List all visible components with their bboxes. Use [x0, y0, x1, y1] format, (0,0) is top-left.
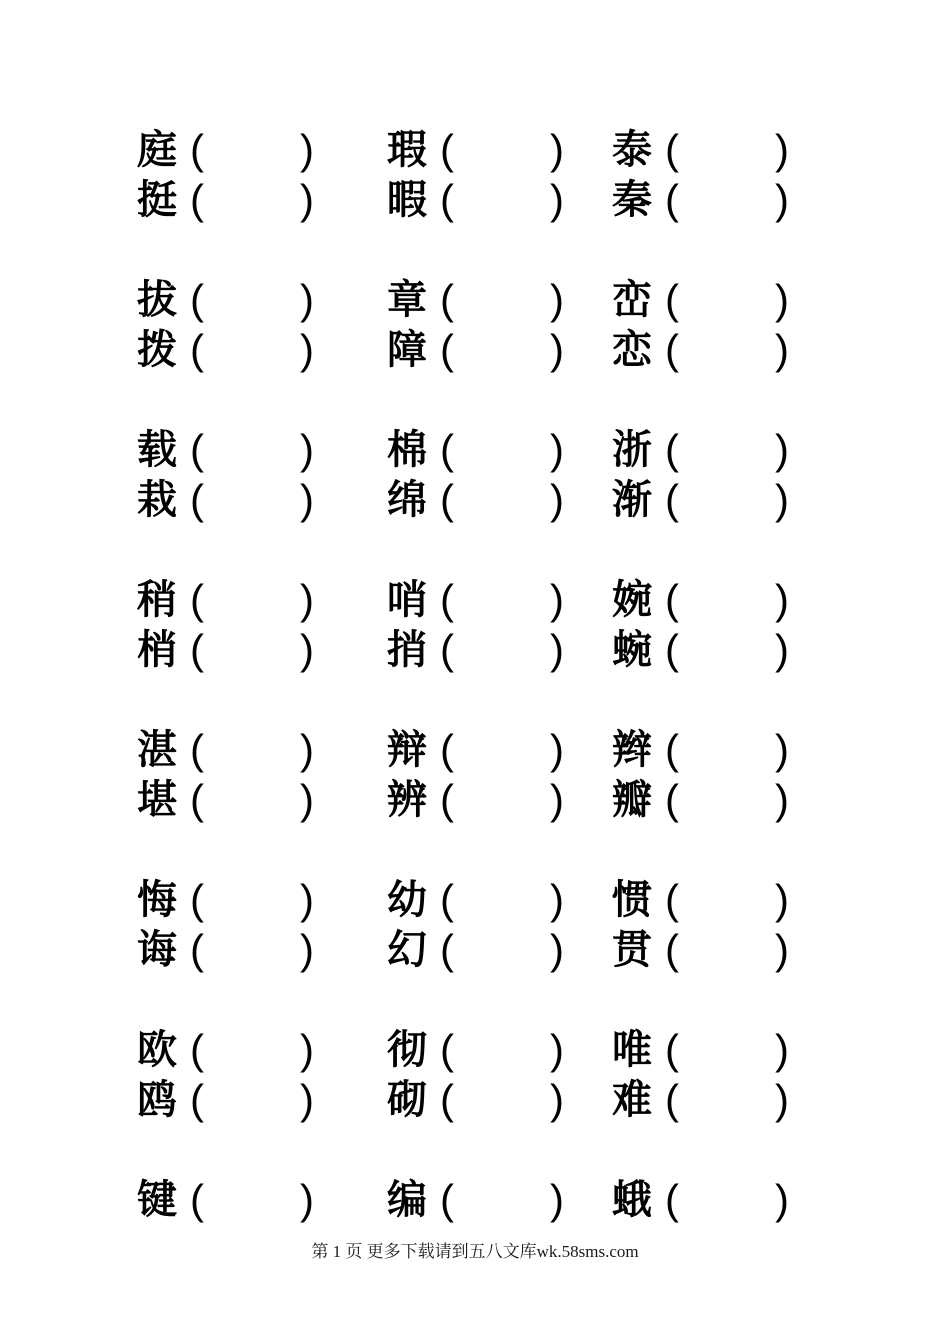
character-cell — [387, 425, 612, 475]
close-paren: ) — [550, 276, 564, 323]
close-paren: ) — [300, 576, 314, 623]
open-paren: ( — [665, 926, 679, 973]
answer-blank — [454, 930, 550, 970]
character-group — [137, 425, 789, 525]
character-group — [137, 725, 789, 825]
character-cell — [387, 925, 612, 975]
close-paren: ) — [550, 326, 564, 373]
close-paren: ) — [550, 1026, 564, 1073]
character-cell — [387, 325, 612, 375]
prompt-character: 绵 — [387, 478, 427, 522]
answer-blank — [204, 280, 300, 320]
open-paren: ( — [440, 326, 454, 373]
answer-blank — [679, 480, 775, 520]
close-paren: ) — [300, 326, 314, 373]
close-paren: ) — [775, 926, 789, 973]
close-paren: ) — [775, 876, 789, 923]
close-paren: ) — [775, 476, 789, 523]
answer-blank — [679, 630, 775, 670]
close-paren: ) — [550, 876, 564, 923]
character-group — [137, 875, 789, 975]
prompt-character: 砌 — [387, 1078, 427, 1122]
character-cell — [137, 1025, 387, 1075]
prompt-character: 幻 — [387, 928, 427, 972]
prompt-character: 编 — [387, 1178, 427, 1222]
prompt-character: 欧 — [137, 1028, 177, 1072]
open-paren: ( — [665, 276, 679, 323]
answer-blank — [454, 730, 550, 770]
close-paren: ) — [550, 426, 564, 473]
character-cell — [387, 575, 612, 625]
character-cell — [137, 175, 387, 225]
answer-blank — [204, 180, 300, 220]
answer-blank — [204, 930, 300, 970]
character-cell — [612, 625, 789, 675]
character-cell — [137, 725, 387, 775]
open-paren: ( — [440, 1026, 454, 1073]
close-paren: ) — [775, 1076, 789, 1123]
prompt-character: 庭 — [137, 128, 177, 172]
character-cell — [137, 1175, 387, 1225]
worksheet-row — [137, 1175, 789, 1225]
close-paren: ) — [550, 476, 564, 523]
open-paren: ( — [665, 626, 679, 673]
close-paren: ) — [775, 626, 789, 673]
answer-blank — [204, 780, 300, 820]
prompt-character: 堪 — [137, 778, 177, 822]
answer-blank — [679, 1030, 775, 1070]
answer-blank — [679, 130, 775, 170]
prompt-character: 诲 — [137, 928, 177, 972]
prompt-character: 悔 — [137, 878, 177, 922]
open-paren: ( — [190, 476, 204, 523]
prompt-character: 浙 — [612, 428, 652, 472]
character-cell — [137, 425, 387, 475]
worksheet-row — [137, 575, 789, 625]
prompt-character: 棉 — [387, 428, 427, 472]
worksheet-row — [137, 325, 789, 375]
close-paren: ) — [775, 726, 789, 773]
close-paren: ) — [300, 276, 314, 323]
prompt-character: 彻 — [387, 1028, 427, 1072]
prompt-character: 哨 — [387, 578, 427, 622]
close-paren: ) — [775, 576, 789, 623]
prompt-character: 挺 — [137, 178, 177, 222]
answer-blank — [204, 1180, 300, 1220]
character-groups — [137, 125, 789, 1225]
character-cell — [387, 1075, 612, 1125]
character-cell — [387, 875, 612, 925]
prompt-character: 幼 — [387, 878, 427, 922]
answer-blank — [679, 1080, 775, 1120]
open-paren: ( — [190, 926, 204, 973]
answer-blank — [454, 180, 550, 220]
answer-blank — [679, 280, 775, 320]
worksheet-row — [137, 775, 789, 825]
answer-blank — [204, 730, 300, 770]
prompt-character: 拔 — [137, 278, 177, 322]
close-paren: ) — [775, 1026, 789, 1073]
close-paren: ) — [550, 776, 564, 823]
character-cell — [612, 275, 789, 325]
character-cell — [612, 725, 789, 775]
worksheet-row — [137, 125, 789, 175]
close-paren: ) — [550, 626, 564, 673]
character-cell — [612, 575, 789, 625]
prompt-character: 惯 — [612, 878, 652, 922]
open-paren: ( — [440, 626, 454, 673]
footer-text: 第 1 页 更多下载请到五八文库wk.58sms.com — [311, 1242, 639, 1261]
prompt-character: 鸥 — [137, 1078, 177, 1122]
answer-blank — [454, 780, 550, 820]
open-paren: ( — [190, 576, 204, 623]
worksheet-row — [137, 875, 789, 925]
close-paren: ) — [775, 776, 789, 823]
answer-blank — [454, 280, 550, 320]
close-paren: ) — [550, 726, 564, 773]
open-paren: ( — [665, 326, 679, 373]
character-group — [137, 125, 789, 225]
open-paren: ( — [665, 776, 679, 823]
open-paren: ( — [665, 876, 679, 923]
character-group — [137, 575, 789, 675]
prompt-character: 暇 — [387, 178, 427, 222]
character-cell — [612, 125, 789, 175]
prompt-character: 秦 — [612, 178, 652, 222]
open-paren: ( — [440, 1176, 454, 1223]
prompt-character: 泰 — [612, 128, 652, 172]
character-cell — [612, 175, 789, 225]
character-cell — [612, 1175, 789, 1225]
open-paren: ( — [440, 926, 454, 973]
prompt-character: 渐 — [612, 478, 652, 522]
answer-blank — [204, 330, 300, 370]
close-paren: ) — [300, 126, 314, 173]
answer-blank — [204, 130, 300, 170]
worksheet-row — [137, 1025, 789, 1075]
close-paren: ) — [300, 1176, 314, 1223]
prompt-character: 恋 — [612, 328, 652, 372]
answer-blank — [204, 580, 300, 620]
close-paren: ) — [300, 476, 314, 523]
prompt-character: 梢 — [137, 628, 177, 672]
answer-blank — [679, 780, 775, 820]
character-cell — [387, 125, 612, 175]
open-paren: ( — [190, 326, 204, 373]
close-paren: ) — [775, 126, 789, 173]
prompt-character: 稍 — [137, 578, 177, 622]
close-paren: ) — [300, 926, 314, 973]
prompt-character: 瓣 — [612, 778, 652, 822]
open-paren: ( — [665, 1026, 679, 1073]
answer-blank — [454, 580, 550, 620]
close-paren: ) — [300, 1076, 314, 1123]
character-cell — [137, 1075, 387, 1125]
character-cell — [612, 1075, 789, 1125]
answer-blank — [204, 880, 300, 920]
open-paren: ( — [190, 126, 204, 173]
prompt-character: 蜿 — [612, 628, 652, 672]
answer-blank — [454, 130, 550, 170]
character-cell — [387, 1175, 612, 1225]
prompt-character: 贯 — [612, 928, 652, 972]
answer-blank — [204, 430, 300, 470]
prompt-character: 婉 — [612, 578, 652, 622]
prompt-character: 瑕 — [387, 128, 427, 172]
answer-blank — [454, 1030, 550, 1070]
character-cell — [137, 125, 387, 175]
answer-blank — [454, 430, 550, 470]
prompt-character: 辩 — [387, 728, 427, 772]
close-paren: ) — [550, 926, 564, 973]
worksheet-row — [137, 925, 789, 975]
answer-blank — [679, 930, 775, 970]
worksheet-row — [137, 175, 789, 225]
open-paren: ( — [190, 276, 204, 323]
open-paren: ( — [665, 176, 679, 223]
prompt-character: 栽 — [137, 478, 177, 522]
prompt-character: 蛾 — [612, 1178, 652, 1222]
prompt-character: 键 — [137, 1178, 177, 1222]
worksheet-row — [137, 625, 789, 675]
worksheet-row — [137, 425, 789, 475]
open-paren: ( — [665, 576, 679, 623]
character-cell — [387, 775, 612, 825]
character-cell — [387, 175, 612, 225]
open-paren: ( — [440, 876, 454, 923]
character-group — [137, 1175, 789, 1225]
answer-blank — [204, 1080, 300, 1120]
close-paren: ) — [300, 426, 314, 473]
answer-blank — [454, 330, 550, 370]
prompt-character: 拨 — [137, 328, 177, 372]
open-paren: ( — [665, 1176, 679, 1223]
character-cell — [387, 275, 612, 325]
close-paren: ) — [775, 426, 789, 473]
answer-blank — [679, 880, 775, 920]
answer-blank — [454, 1180, 550, 1220]
character-cell — [137, 775, 387, 825]
character-cell — [387, 1025, 612, 1075]
open-paren: ( — [440, 276, 454, 323]
character-cell — [137, 875, 387, 925]
close-paren: ) — [550, 576, 564, 623]
answer-blank — [679, 580, 775, 620]
open-paren: ( — [665, 726, 679, 773]
open-paren: ( — [190, 1026, 204, 1073]
character-cell — [612, 925, 789, 975]
open-paren: ( — [190, 776, 204, 823]
open-paren: ( — [190, 1176, 204, 1223]
prompt-character: 载 — [137, 428, 177, 472]
character-cell — [137, 275, 387, 325]
answer-blank — [454, 880, 550, 920]
prompt-character: 辨 — [387, 778, 427, 822]
close-paren: ) — [300, 1026, 314, 1073]
character-cell — [612, 425, 789, 475]
prompt-character: 辫 — [612, 728, 652, 772]
prompt-character: 难 — [612, 1078, 652, 1122]
answer-blank — [204, 630, 300, 670]
open-paren: ( — [190, 626, 204, 673]
open-paren: ( — [440, 476, 454, 523]
prompt-character: 湛 — [137, 728, 177, 772]
character-cell — [612, 475, 789, 525]
worksheet-row — [137, 725, 789, 775]
answer-blank — [679, 330, 775, 370]
character-cell — [387, 725, 612, 775]
open-paren: ( — [665, 126, 679, 173]
character-cell — [612, 775, 789, 825]
close-paren: ) — [300, 776, 314, 823]
character-cell — [612, 1025, 789, 1075]
worksheet-content — [137, 125, 789, 1275]
close-paren: ) — [550, 126, 564, 173]
open-paren: ( — [440, 1076, 454, 1123]
worksheet-row — [137, 475, 789, 525]
character-cell — [387, 625, 612, 675]
answer-blank — [679, 430, 775, 470]
open-paren: ( — [440, 776, 454, 823]
character-cell — [612, 325, 789, 375]
close-paren: ) — [300, 176, 314, 223]
open-paren: ( — [190, 876, 204, 923]
worksheet-row — [137, 275, 789, 325]
character-cell — [137, 625, 387, 675]
answer-blank — [204, 480, 300, 520]
close-paren: ) — [550, 176, 564, 223]
close-paren: ) — [775, 1176, 789, 1223]
open-paren: ( — [190, 1076, 204, 1123]
prompt-character: 峦 — [612, 278, 652, 322]
answer-blank — [454, 1080, 550, 1120]
close-paren: ) — [300, 876, 314, 923]
close-paren: ) — [300, 726, 314, 773]
prompt-character: 捎 — [387, 628, 427, 672]
open-paren: ( — [440, 176, 454, 223]
close-paren: ) — [550, 1076, 564, 1123]
answer-blank — [454, 630, 550, 670]
close-paren: ) — [300, 626, 314, 673]
close-paren: ) — [775, 276, 789, 323]
close-paren: ) — [550, 1176, 564, 1223]
answer-blank — [679, 180, 775, 220]
open-paren: ( — [190, 176, 204, 223]
close-paren: ) — [775, 176, 789, 223]
prompt-character: 唯 — [612, 1028, 652, 1072]
character-cell — [387, 475, 612, 525]
answer-blank — [204, 1030, 300, 1070]
open-paren: ( — [665, 476, 679, 523]
open-paren: ( — [665, 426, 679, 473]
character-group — [137, 275, 789, 375]
answer-blank — [679, 1180, 775, 1220]
open-paren: ( — [190, 726, 204, 773]
character-cell — [137, 325, 387, 375]
open-paren: ( — [190, 426, 204, 473]
character-cell — [137, 475, 387, 525]
answer-blank — [679, 730, 775, 770]
character-cell — [137, 575, 387, 625]
open-paren: ( — [440, 726, 454, 773]
prompt-character: 障 — [387, 328, 427, 372]
answer-blank — [454, 480, 550, 520]
open-paren: ( — [665, 1076, 679, 1123]
character-group — [137, 1025, 789, 1125]
character-cell — [137, 925, 387, 975]
open-paren: ( — [440, 576, 454, 623]
close-paren: ) — [775, 326, 789, 373]
page-footer — [0, 1240, 950, 1264]
worksheet-row — [137, 1075, 789, 1125]
character-cell — [612, 875, 789, 925]
open-paren: ( — [440, 426, 454, 473]
prompt-character: 章 — [387, 278, 427, 322]
open-paren: ( — [440, 126, 454, 173]
